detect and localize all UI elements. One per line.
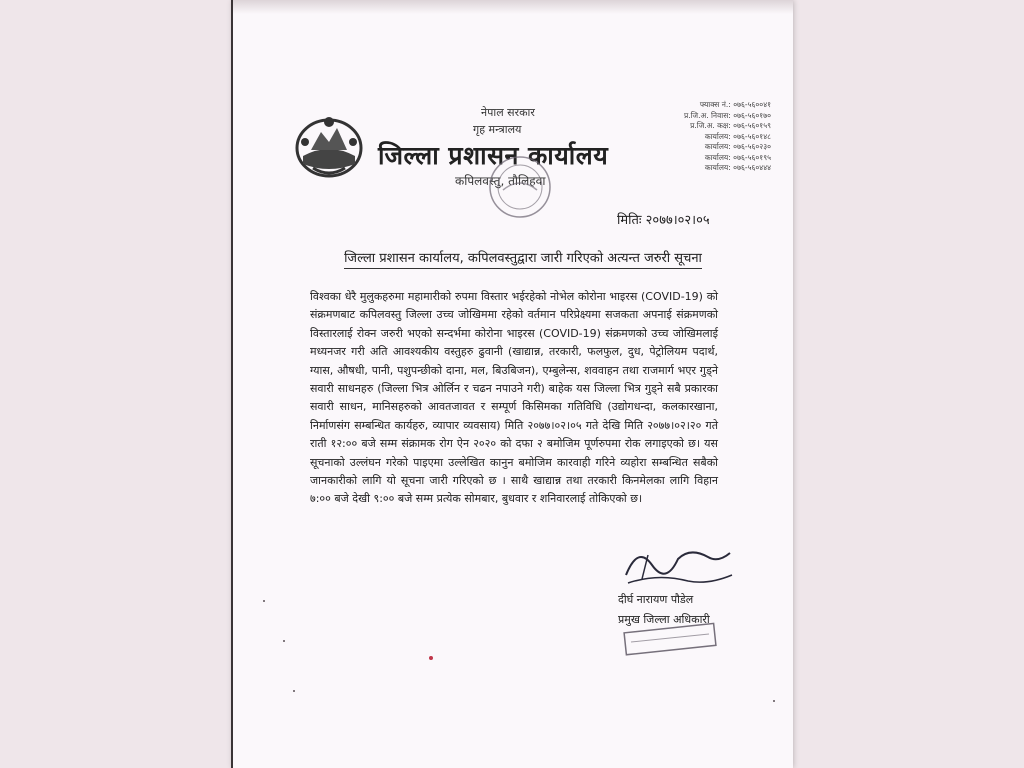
paper-speck [293, 690, 295, 692]
contact-fax: फ्याक्स नं.: ०७६-५६००४१ [699, 100, 771, 109]
notice-document [233, 0, 793, 768]
notice-title [333, 248, 713, 266]
notice-date: मितिः २०७७।०२।०५ [617, 213, 710, 228]
official-stamp-icon [621, 622, 721, 656]
contact-list [631, 100, 771, 174]
contact-office: कार्यालय: ०७६-५६०१९५ [704, 152, 771, 162]
paper-speck [283, 640, 285, 642]
contact-cdo-room: प्र.जि.अ. कक्ष: ०७६-५६०१५९ [690, 121, 771, 130]
signature-scribble-icon [618, 535, 738, 595]
signatory-name: दीर्घ नारायण पौडेल [618, 593, 694, 606]
notice-body: विश्वका धेरै मुलुकहरुमा महामारीको रुपमा विस्तार भईरहेको नोभेल कोरोना भाइरस (COVID-19) को संक्रमणबाट कपिलवस्तु जिल्ला उच्च जोखिममा रहेको वर्तमान परिप्रेक्ष्यमा सजकता अपनाई संक्रमणको विस्तारलाई रोक्न जरुरी भएको सन्दर्भमा कोरोना भाइरस (COVID-19) संक्रमणको उच्च जोखिमलाई मध्यनजर गरी अति आवश्यकीय वस्तुहरु ढुवानी (खाद्यान्न, तरकारी, फलफुल, दुध, पेट्रोलियम पदार्थ, ग्यास, औषधी, पानी, पशुपन्छीको दाना, मल, बिउबिजन), एम्बुलेन्स, शववाहन तथा राजमार्ग भएर गुड्ने सवारी साधनहरु (जिल्ला भित्र ओर्लिन र चढन नपाउने गरी) बाहेक यस जिल्ला भित्र गुड्ने सबै प्रकारका सवारी साधन, मानिसहरुको आवतजावत र सम्पूर्ण किसिमका गतिविधि (उद्योगधन्दा, कलकारखाना, निर्माणसंग सम्बन्धित कार्यहरु, व्यापार व्यवसाय) मिति २०७७।०२।०५ गते देखि मिति २०७७।०२।२० गते राती १२:०० बजे सम्म संक्रामक रोग ऐन २०२० को दफा २ बमोजिम पूर्णरुपमा रोक लगाइएको छ। यस सूचनाको उल्लंघन गरेको पाइएमा उल्लेखित कानुन बमोजिम कारवाही गरिने व्यहोरा सम्बन्धित सबैको जानकारीको लागि यो सूचना जारी गरिएको छ । साथै खाद्यान्न तथा तरकारी किनमेलका लागि विहान ७:०० बजे देखी ९:०० बजे सम्म प्रत्येक सोमबार, बुधवार र शनिवारलाई तोकिएको छ। [310, 290, 718, 506]
contact-office: कार्यालय: ०७६-५६०२३० [704, 142, 771, 151]
paper-speck [429, 656, 433, 660]
ministry-name: गृह मन्त्रालय [473, 123, 522, 136]
notice-title-text: जिल्ला प्रशासन कार्यालय, कपिलवस्तुद्वारा जारी गरिएको अत्यन्त जरुरी सूचना [344, 251, 702, 269]
signatory-role: प्रमुख जिल्ला अधिकारी [618, 613, 710, 626]
office-location: कपिलवस्तु, तौलिहवा [455, 174, 546, 188]
government-name: नेपाल सरकार [481, 106, 535, 119]
nepal-emblem-icon [293, 112, 365, 180]
contact-residence: प्र.जि.अ. निवास: ०७६-५६०१७० [683, 110, 771, 120]
contact-office: कार्यालय: ०७६-५६०४४४ [704, 163, 771, 172]
office-stamp-icon [483, 150, 557, 224]
paper-speck [263, 600, 265, 602]
paper-speck [773, 700, 775, 702]
office-title: जिल्ला प्रशासन कार्यालय [378, 141, 609, 170]
contact-office: कार्यालय: ०७६-५६०१४८ [704, 131, 771, 141]
